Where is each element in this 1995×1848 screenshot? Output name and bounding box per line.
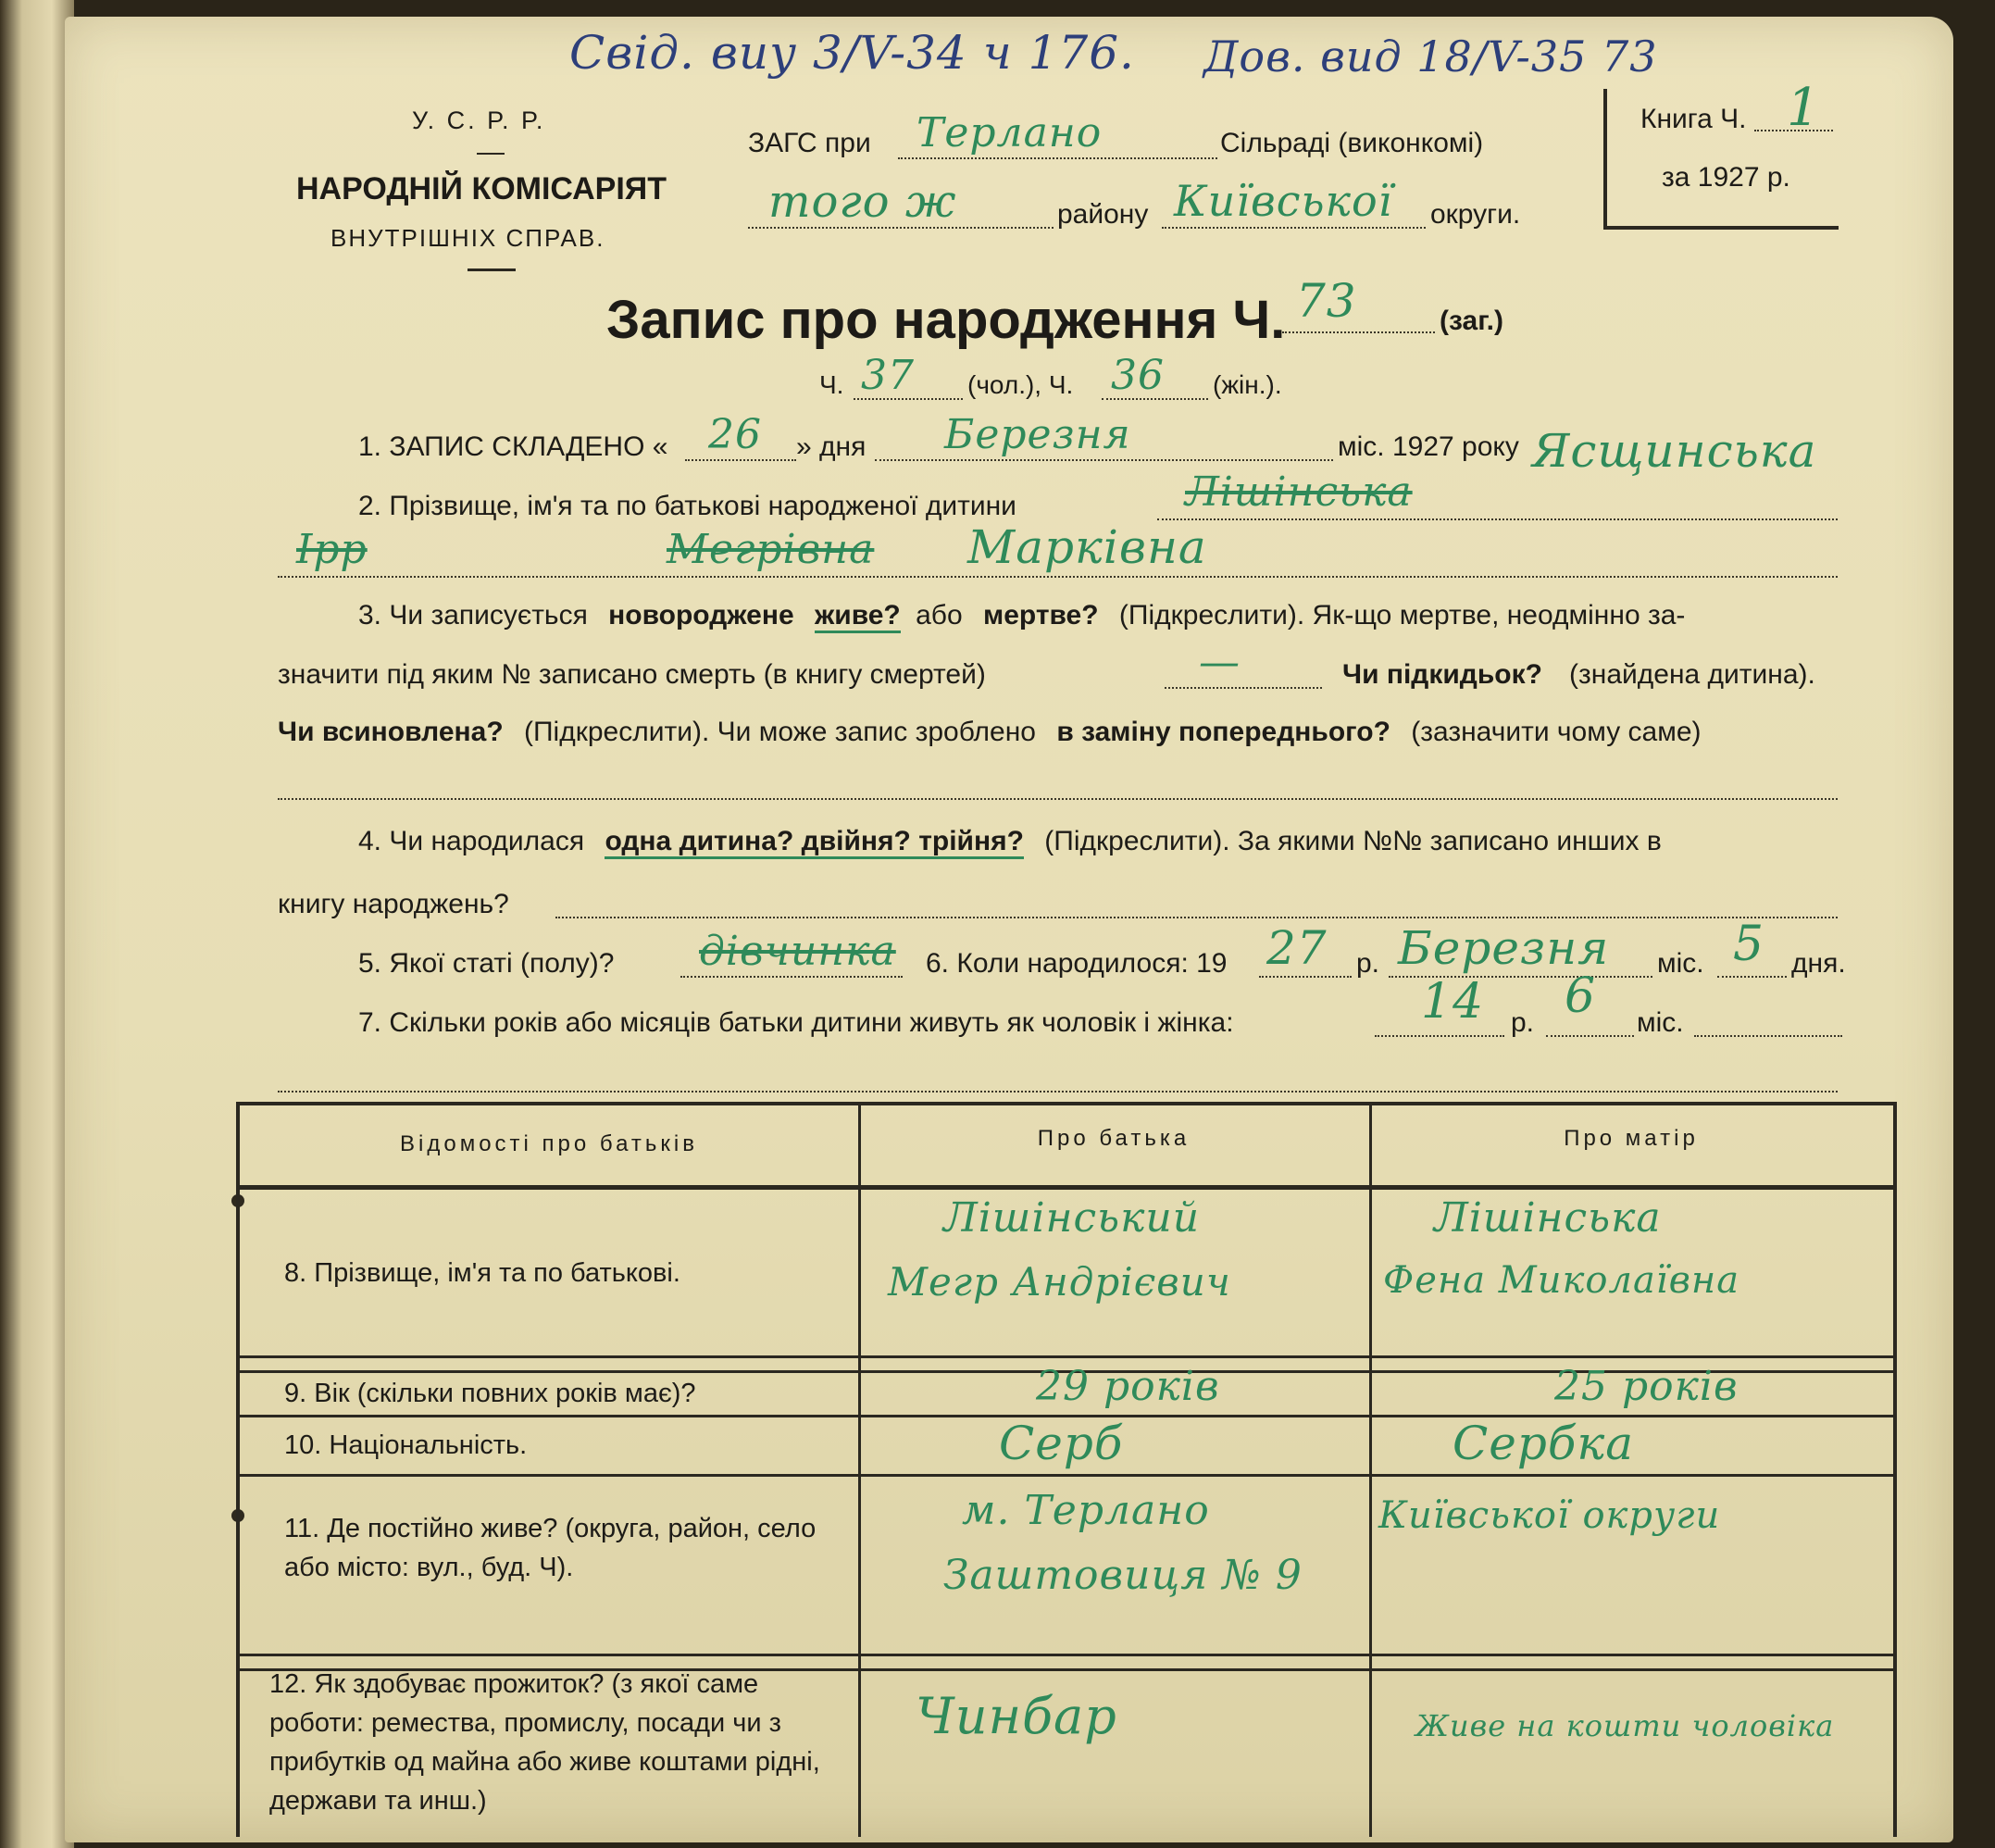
f6-r: р. [1356,948,1380,979]
col-header-info: Відомості про батьків [400,1131,698,1156]
council-label: Сільраді (виконкомі) [1220,128,1484,158]
father-age: 29 років [1036,1363,1220,1410]
zags-value: Терлано [916,109,1103,156]
f7-months: 6 [1565,968,1597,1024]
col-header-mother: Про матір [1564,1126,1699,1151]
f3-replace: в заміну попереднього? [1056,717,1390,747]
f1-tail: міс. 1927 року [1338,431,1519,462]
f3-why: (зазначити чому саме) [1411,717,1702,747]
f6-day: 5 [1733,917,1765,972]
f4-intro: 4. Чи народилася [358,826,585,856]
f4-options: одна дитина? двійня? трійня? [605,826,1024,859]
f2-patronymic-struck: Мегрівна [667,526,875,573]
mother-occupation: Живе на кошти чоловіка [1415,1708,1835,1743]
f3-instruction: (Підкреслити). Як-що мертве, неодмінно за- [1118,600,1686,631]
zags-label: ЗАГС при [748,128,871,158]
mother-age: 25 років [1554,1363,1739,1410]
f6-year: 27 [1266,921,1328,975]
f2-patronymic: Марківна [967,520,1207,574]
record-number: 73 [1296,274,1357,328]
col-header-father: Про батька [1037,1126,1191,1151]
male-number: 37 [861,352,915,399]
f6-label: 6. Коли народилося: 19 [926,948,1228,979]
f1-day: 26 [708,411,762,458]
mother-nationality: Сербка [1453,1417,1635,1470]
f7-label: 7. Скільки років або місяців батьки дитини живуть як чоловік і жінка: [358,1007,1234,1038]
father-nationality: Серб [999,1417,1124,1470]
f5-label: 5. Якої статі (полу)? [358,948,615,979]
year-label: за 1927 р. [1662,162,1790,193]
f3-newborn: новороджене [608,600,794,631]
table-row-label: 12. Як здобуває прожиток? (з якої саме роботи: ремества, промислу, посади чи з прибутків од майна або живе коштами рідні, держави та инш.) [269,1669,820,1816]
record-title: Запис про народження Ч. [606,290,1286,350]
father-name-2: Мегр Андрієвич [888,1259,1231,1305]
ministry-label: ВНУТРІШНІХ СПРАВ. [330,224,605,252]
f3-replace-q: (Підкреслити). Чи може запис зроблено [524,717,1036,747]
ch-label: Ч. [819,370,844,399]
f2-label: 2. Прізвище, ім'я та по батькові народженої дитини [358,491,1016,521]
book-label: Книга Ч. [1640,104,1747,134]
f5-value: дівчинка [699,928,896,975]
table-row-label: 11. Де постійно живе? (округа, район, село або місто: вул., буд. Ч). [284,1514,817,1582]
f3-or: або [916,600,963,631]
f4-book: книгу народжень? [278,889,509,919]
f1-label: 1. ЗАПИС СКЛАДЕНО « [358,431,668,462]
f3-adopted: Чи всиновлена? [278,717,504,747]
f2-first: Ірр [296,526,368,573]
father-name: Лішінський [943,1194,1201,1242]
country-label: У. С. Р. Р. [412,106,546,134]
top-note-right: Дов. вид 18/V-35 73 [1203,31,1658,81]
mother-name: Лішінська [1434,1194,1662,1242]
father-residence-2: Заштовиця № 9 [943,1552,1303,1599]
table-row-label: 8. Прізвище, ім'я та по батькові. [284,1258,680,1288]
male-label: (чол.), Ч. [967,370,1074,399]
f4-instruction: (Підкреслити). За якими №№ записано инших в [1044,826,1662,856]
f3-found-child: (знайдена дитина). [1569,659,1815,690]
book-value: 1 [1787,78,1821,138]
f1-month: Березня [944,411,1131,458]
record-suffix: (заг.) [1440,306,1504,336]
f3-alive: живе? [815,600,901,633]
mother-name-2: Фена Миколаївна [1383,1259,1740,1302]
commissariat-label: НАРОДНІЙ КОМІСАРІЯТ [296,171,667,206]
f3-intro: 3. Чи записується [358,600,588,631]
book-binding [0,0,74,1848]
f3-death-record: значити під яким № записано смерть (в книгу смертей) [278,659,986,690]
okruha-label: округи. [1430,199,1521,230]
okruha-value: Київської [1174,176,1393,226]
f6-dnya: дня. [1791,948,1846,979]
f7-mis: міс. [1637,1007,1684,1038]
raion-label: району [1057,199,1149,230]
f1-extra: Ясщинська [1532,424,1817,478]
f1-mid: » дня [796,431,867,462]
mother-residence: Київської округи [1378,1494,1721,1537]
father-residence: м. Терлано [962,1487,1210,1534]
f3-foundling: Чи підкидьок? [1342,659,1542,690]
table-row-label: 9. Вік (скільки повних років має)? [284,1379,696,1408]
table-row-label: 10. Національність. [284,1430,528,1460]
f6-mis: міс. [1657,948,1704,979]
f3-death-number: — [1199,639,1241,686]
female-number: 36 [1111,352,1165,399]
f7-r: р. [1511,1007,1535,1038]
parents-table [236,1102,1897,1837]
top-note-left: Свід. виу 3/V-34 ч 176. [569,26,1135,80]
f2-surname: Лішінська [1185,468,1413,516]
f6-month: Березня [1398,921,1610,975]
f7-years: 14 [1421,974,1485,1030]
father-occupation: Чинбар [916,1687,1117,1745]
f3-dead: мертве? [983,600,1099,631]
raion-value: того ж [768,176,957,228]
female-label: (жін.). [1213,370,1282,399]
